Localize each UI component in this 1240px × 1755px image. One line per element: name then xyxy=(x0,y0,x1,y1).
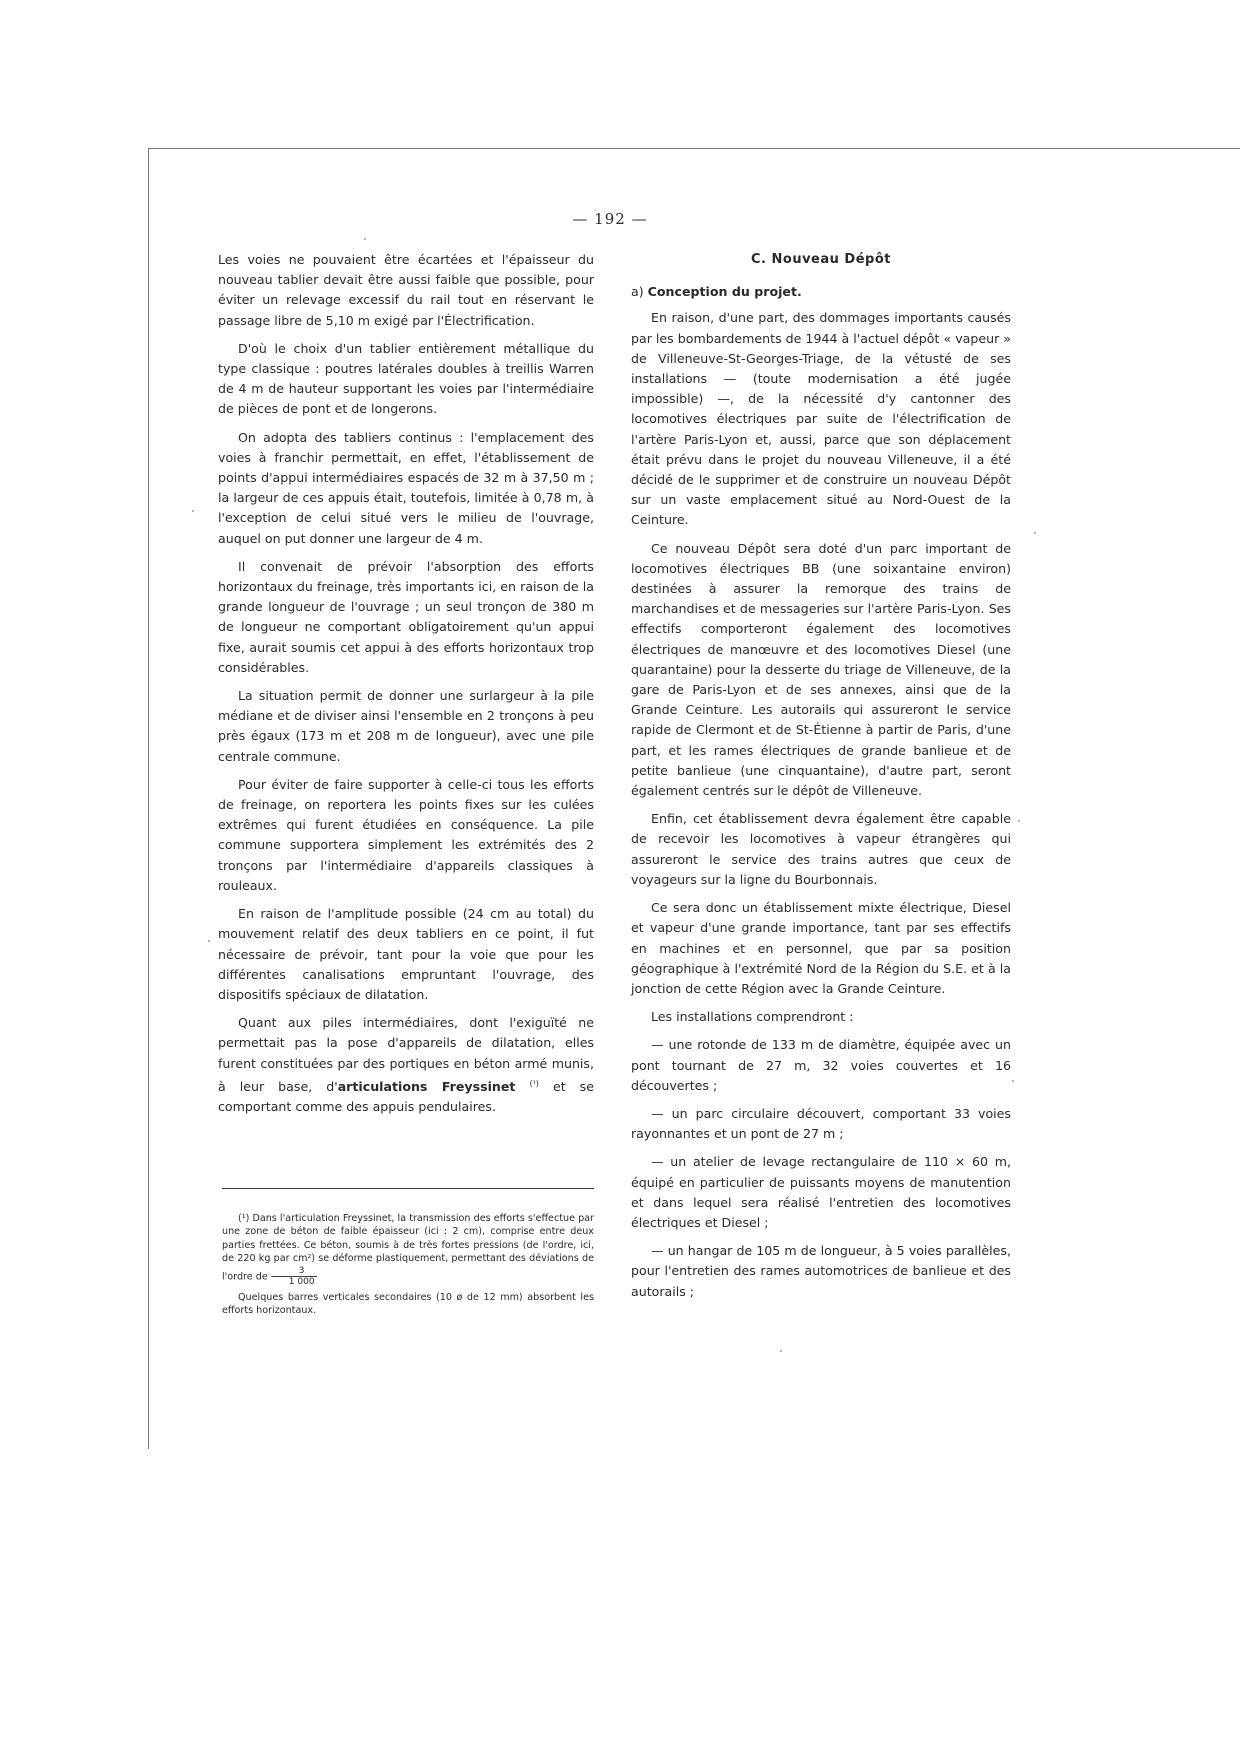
page-number: — 192 — xyxy=(572,210,648,228)
paragraph: On adopta des tabliers continus : l'emplacement des voies à franchir permettait, en effet, l'établissement de points d'appui intermédiaires espacés de 32 m à 37,50 m ; la largeur de ces appuis était, toutefois, limitée à 0,78 m, à l'exception de celui situé vers le milieu de l'ouvrage, auquel on put donner une largeur de 4 m. xyxy=(218,429,594,546)
right-column xyxy=(631,250,1011,1310)
paragraph: En raison de l'amplitude possible (24 cm au total) du mouvement relatif des deux tabliers en ce point, il fut nécessaire de prévoir, tant pour la voie que pour les différentes canalisations empruntant l'ouvrage, des dispositifs spéciaux de dilatation. xyxy=(218,906,594,1002)
subsection-heading xyxy=(631,282,1011,302)
paragraph: En raison, d'une part, des dommages importants causés par les bombardements de 1944 à l'actuel dépôt « vapeur » de Villeneuve-St-Georges-Triage, de la vétusté de ses installations — (toute modernisation a été jugée impossible) —, de la nécessité d'y cantonner des locomotives électriques par suite de l'électrification de l'artère Paris-Lyon et, aussi, parce que son déplacement était prévu dans le projet du nouveau Villeneuve, il a été décidé de le supprimer et de construire un nouveau Dépôt sur un vaste emplacement situé au Nord-Ouest de la Ceinture. xyxy=(631,310,1011,528)
scan-speck xyxy=(364,238,366,240)
scan-speck xyxy=(192,510,194,512)
paragraph: La situation permit de donner une surlargeur à la pile médiane et de diviser ainsi l'ensemble en 2 tronçons à peu près égaux (173 m et 208 m de longueur), avec une pile centrale commune. xyxy=(218,688,594,764)
list-item: — un parc circulaire découvert, comportant 33 voies rayonnantes et un pont de 27 m ; xyxy=(631,1105,1011,1142)
scan-speck xyxy=(1034,532,1036,534)
fraction-numerator: 3 xyxy=(271,1266,317,1277)
bold-term: articulations Freyssinet xyxy=(337,1078,516,1094)
paragraph: Il convenait de prévoir l'absorption des efforts horizontaux du freinage, très importants ici, en raison de la grande longueur de l'ouvrage ; un seul tronçon de 380 m de longueur ne comportant obligatoirement qu'un appui fixe, aurait soumis cet appui à des efforts horizontaux trop considérables. xyxy=(218,558,594,675)
list-intro: Les installations comprendront : xyxy=(651,1009,854,1025)
fraction xyxy=(271,1266,317,1287)
scan-speck xyxy=(1012,1080,1014,1082)
paragraph: Ce sera donc un établissement mixte électrique, Diesel et vapeur d'une grande importance, tant par ses effectifs en machines et en personnel, que par sa position géographique à l'extrémité Nord de la Région du S.E. et à la jonction de cette Région avec la Grande Ceinture. xyxy=(631,900,1011,996)
paragraph-freyssinet xyxy=(218,1013,594,1117)
list-item: — un atelier de levage rectangulaire de 110 × 60 m, équipé en particulier de puissants moyens de manutention et dans lequel sera réalisé l'entretien des locomotives électriques et Diesel ; xyxy=(631,1154,1011,1230)
subsection-title: Conception du projet. xyxy=(647,284,802,300)
text-run: et se comportant comme des appuis pendulaires. xyxy=(218,1078,594,1115)
text-run: Quant aux piles intermédiaires, dont l'exiguïté ne permettait pas la pose d'appareils de dilatation, elles furent constituées par des portiques en béton armé munis, à leur base, d' xyxy=(218,1015,594,1094)
subsection-letter: a) xyxy=(631,284,644,300)
footnote-text: (¹) Dans l'articulation Freyssinet, la transmission des efforts s'effectue par une zone de béton de faible épaisseur (ici : 2 cm), comprise entre deux parties frettées. Ce béton, soumis à de très fortes pressions (de l'ordre, ici, de 220 kg par cm²) se déforme plastiquement, permettant des déviations de l'ordre de xyxy=(222,1213,594,1283)
paragraph: D'où le choix d'un tablier entièrement métallique du type classique : poutres latérales doubles à treillis Warren de 4 m de hauteur supportant les voies par l'intermédiaire de pièces de pont et de longerons. xyxy=(218,340,594,417)
footnotes xyxy=(222,1212,594,1321)
section-title: C. Nouveau Dépôt xyxy=(751,252,891,267)
scan-speck xyxy=(780,1350,782,1352)
footnote-reference: (¹) xyxy=(529,1078,539,1088)
footnote-2: Quelques barres verticales secondaires (10 ø de 12 mm) absorbent les efforts horizontaux. xyxy=(222,1291,594,1317)
paragraph: Les voies ne pouvaient être écartées et l'épaisseur du nouveau tablier devait être aussi faible que possible, pour éviter un relevage excessif du rail tout en réservant le passage libre de 5,10 m exigé par l'Électrification. xyxy=(218,252,594,328)
list-item: — une rotonde de 133 m de diamètre, équipée avec un pont tournant de 27 m, 32 voies couvertes et 16 découvertes ; xyxy=(631,1037,1011,1093)
left-column xyxy=(218,250,594,1125)
fraction-denominator: 1 000 xyxy=(288,1276,315,1287)
paragraph: Enfin, cet établissement devra également être capable de recevoir les locomotives à vapeur étrangères qui assureront le service des trains autres que ceux de voyageurs sur la ligne du Bourbonnais. xyxy=(631,811,1011,887)
paragraph: Pour éviter de faire supporter à celle-ci tous les efforts de freinage, on reportera les points fixes sur les culées extrêmes qui furent étudiées en conséquence. La pile commune supportera simplement les extrémités des 2 tronçons par l'intermédiaire d'appareils classiques à rouleaux. xyxy=(218,776,594,893)
scan-speck xyxy=(208,940,210,942)
paragraph: Ce nouveau Dépôt sera doté d'un parc important de locomotives électriques BB (une soixantaine environ) destinées à assurer la remorque des trains de marchandises et de messageries sur l'artère Paris-Lyon. Ses effectifs comporteront également des locomotives électriques de manœuvre et des locomotives Diesel (une quarantaine) pour la desserte du triage de Villeneuve, de la gare de Paris-Lyon et de ses annexes, ainsi que de la Grande Ceinture. Les autorails qui assureront le service rapide de Clermont et de St-Étienne à partir de Paris, d'une part, et les rames électriques de grande banlieue et de petite banlieue (une cinquantaine), d'autre part, seront également centrés sur le dépôt de Villeneuve. xyxy=(631,540,1011,799)
scan-speck xyxy=(1018,820,1020,822)
list-item: — un hangar de 105 m de longueur, à 5 voies parallèles, pour l'entretien des rames automotrices de banlieue et des autorails ; xyxy=(631,1243,1011,1299)
footnote-divider xyxy=(222,1188,594,1189)
footnote-1 xyxy=(222,1212,594,1287)
